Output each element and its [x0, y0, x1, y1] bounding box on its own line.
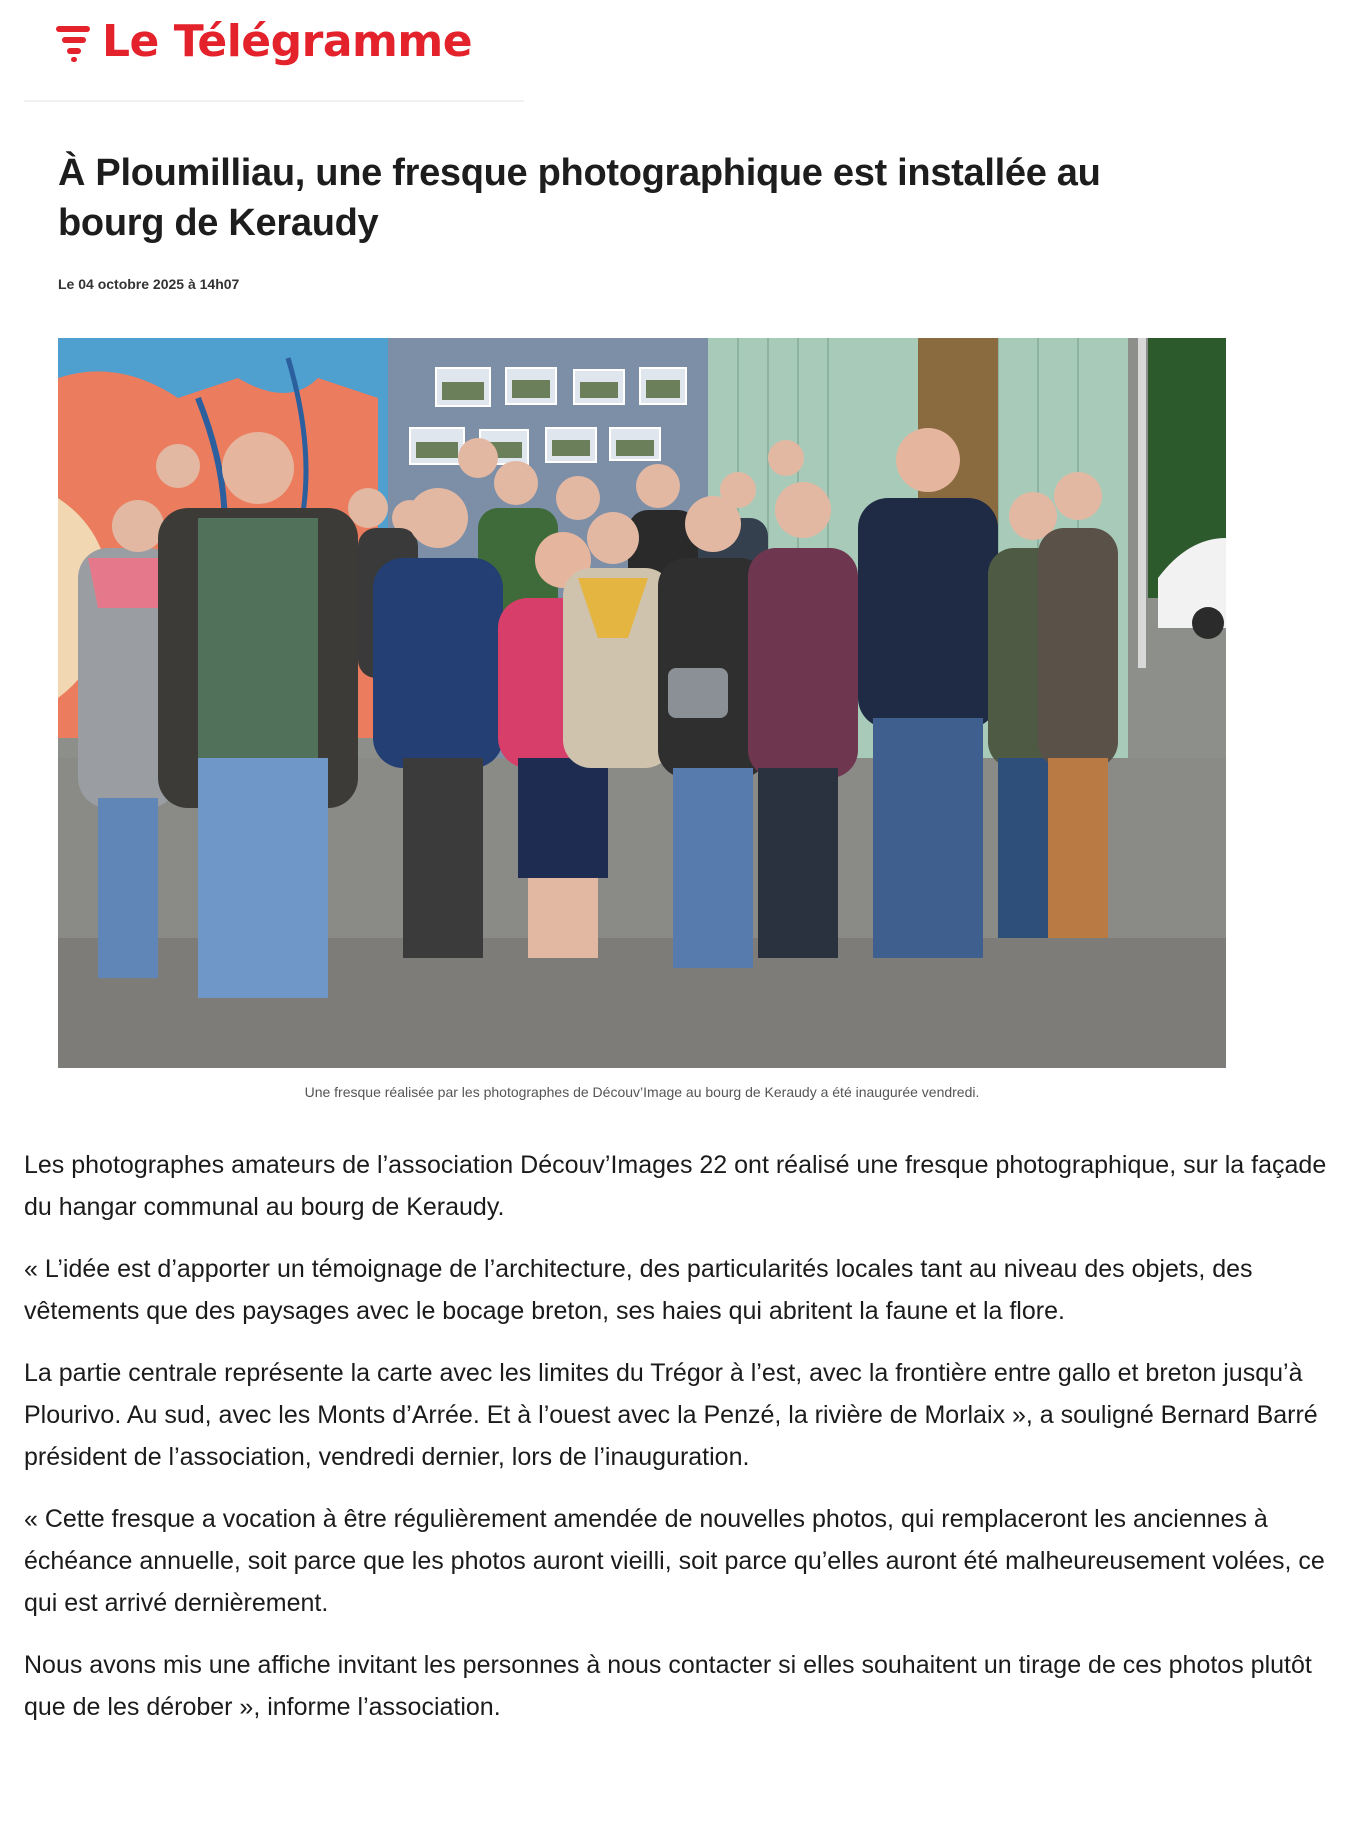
- article-title: À Ploumilliau, une fresque photographique est installée au bourg de Keraudy: [58, 152, 1101, 244]
- article-paragraph: « L’idée est d’apporter un témoignage de l’architecture, des particularités locales tant au niveau des objets, des vêtements que des paysages avec le bocage breton, ses haies qui abritent la faune et la flore.: [24, 1255, 1253, 1325]
- telegramme-lines-icon: [56, 22, 92, 62]
- group-photo-image: [58, 338, 1226, 1068]
- photo-caption: Une fresque réalisée par les photographes de Découv’Image au bourg de Keraudy a été inaugurée vendredi.: [304, 1084, 980, 1100]
- site-logo[interactable]: [56, 16, 473, 67]
- article-paragraph: La partie centrale représente la carte avec les limites du Trégor à l’est, avec la frontière entre gallo et breton jusqu’à Plourivo. Au sud, avec les Monts d’Arrée. Et à l’ouest avec la Penzé, la rivière de Morlaix », a souligné Bernard Barré président de l’association, vendredi dernier, lors de l’inauguration.: [24, 1359, 1318, 1471]
- article-photo[interactable]: [58, 338, 1226, 1068]
- article-paragraph: Les photographes amateurs de l’association Découv’Images 22 ont réalisé une fresque photographique, sur la façade du hangar communal au bourg de Keraudy.: [24, 1151, 1327, 1221]
- brand-name: Le Télégramme: [102, 16, 473, 67]
- article-paragraph: « Cette fresque a vocation à être régulièrement amendée de nouvelles photos, qui remplaceront les anciennes à échéance annuelle, soit parce que les photos auront vieilli, soit parce qu’elles auront été malheureusement volées, ce qui est arrivé dernièrement.: [24, 1505, 1325, 1617]
- article-body: [24, 1144, 1334, 1748]
- article-paragraph: Nous avons mis une affiche invitant les personnes à nous contacter si elles souhaitent un tirage de ces photos plutôt que de les dérober », informe l’association.: [24, 1651, 1312, 1721]
- article-date: Le 04 octobre 2025 à 14h07: [58, 276, 240, 292]
- masthead: [24, 14, 524, 102]
